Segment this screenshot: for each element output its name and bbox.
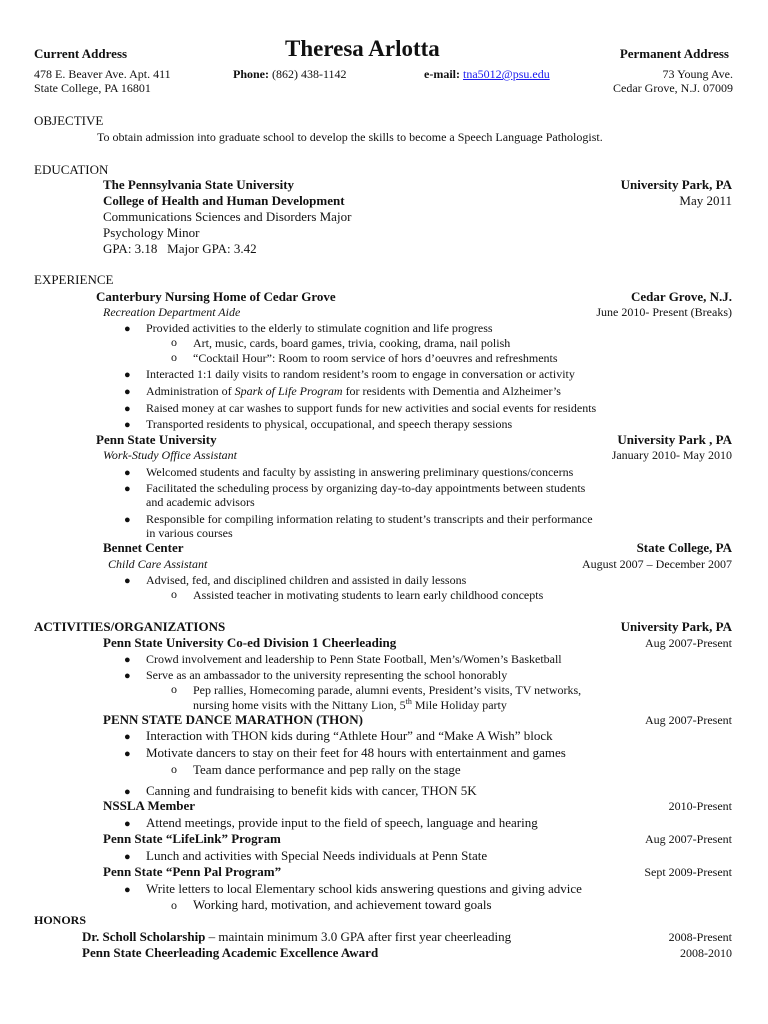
bullet-icon: ● — [124, 748, 131, 760]
bullet-icon: ● — [124, 670, 131, 682]
job-org: Penn State University — [96, 432, 217, 447]
objective-text: To obtain admission into graduate school to develop the skills to become a Speech Language Pathologist. — [97, 130, 603, 144]
list-item: Interacted 1:1 daily visits to random resident’s room to engage in conversation or activity — [146, 367, 575, 381]
activity-title: PENN STATE DANCE MARATHON (THON) — [103, 712, 364, 727]
phone-number: (862) 438-1142 — [272, 67, 347, 81]
bullet-icon: ● — [124, 323, 131, 335]
honor-item: Dr. Scholl Scholarship – maintain minimum 3.0 GPA after first year cheerleading — [82, 929, 512, 944]
list-item: Attend meetings, provide input to the field of speech, language and hearing — [146, 815, 538, 830]
phone-label: Phone: — [233, 67, 269, 81]
email-link[interactable]: tna5012@psu.edu — [462, 67, 550, 81]
list-item: Motivate dancers to stay on their feet for 48 hours with entertainment and games — [146, 745, 566, 760]
job-title: Recreation Department Aide — [103, 305, 241, 319]
honor-dates: 2008-2010 — [680, 946, 732, 960]
sub-bullet-icon: o — [171, 335, 177, 349]
honors-heading: HONORS — [34, 913, 87, 927]
sub-bullet-icon: o — [171, 898, 177, 912]
activity-title: NSSLA Member — [103, 798, 196, 813]
experience-heading: EXPERIENCE — [34, 272, 114, 287]
honor-item: Penn State Cheerleading Academic Excellence Award — [82, 945, 379, 960]
bullet-icon: ● — [124, 786, 131, 798]
list-subitem: Assisted teacher in motivating students to learn early childhood concepts — [193, 588, 544, 602]
bullet-icon: ● — [124, 386, 131, 398]
activities-heading: ACTIVITIES/ORGANIZATIONS — [34, 619, 226, 634]
list-subitem: “Cocktail Hour”: Room to room service of hors d’oeuvres and refreshments — [193, 351, 558, 365]
current-address-label: Current Address — [34, 46, 128, 61]
job-dates: August 2007 – December 2007 — [582, 557, 732, 571]
permanent-address-label: Permanent Address — [619, 46, 729, 61]
phone — [233, 67, 347, 82]
bullet-icon: ● — [124, 654, 131, 666]
bullet-icon: ● — [124, 884, 131, 896]
email-label: e-mail: — [424, 67, 460, 81]
activities-location: University Park, PA — [620, 619, 732, 634]
bullet-icon: ● — [124, 403, 131, 415]
list-subitem: Working hard, motivation, and achievement toward goals — [193, 897, 492, 912]
list-subitem: Team dance performance and pep rally on the stage — [193, 762, 461, 777]
list-item: Advised, fed, and disciplined children and assisted in daily lessons — [146, 573, 467, 587]
sub-bullet-icon: o — [171, 762, 177, 776]
school-location: University Park, PA — [620, 177, 732, 192]
school-name: The Pennsylvania State University — [103, 177, 295, 192]
page-title: Theresa Arlotta — [285, 36, 440, 61]
list-item: Crowd involvement and leadership to Penn State Football, Men’s/Women’s Basketball — [146, 652, 562, 666]
sub-bullet-icon: o — [171, 350, 177, 364]
job-location: University Park , PA — [617, 432, 732, 447]
activity-title: Penn State “Penn Pal Program” — [103, 864, 282, 879]
activity-dates: Aug 2007-Present — [645, 713, 732, 727]
list-item: Welcomed students and faculty by assisting in answering preliminary questions/concerns — [146, 465, 574, 479]
current-address-line2: State College, PA 16801 — [34, 81, 151, 95]
graduation-date: May 2011 — [679, 193, 732, 208]
list-subitem-continued: nursing home visits with the Nittany Lion, 5th Mile Holiday party — [193, 697, 507, 712]
honor-dates: 2008-Present — [668, 930, 732, 944]
bullet-icon: ● — [124, 575, 131, 587]
objective-heading: OBJECTIVE — [34, 113, 104, 128]
bullet-icon: ● — [124, 514, 131, 526]
bullet-icon: ● — [124, 467, 131, 479]
permanent-address-line2: Cedar Grove, N.J. 07009 — [613, 81, 733, 95]
list-item: Transported residents to physical, occupational, and speech therapy sessions — [146, 417, 513, 431]
gpa: GPA: 3.18 Major GPA: 3.42 — [103, 241, 257, 256]
activity-title: Penn State University Co-ed Division 1 Cheerleading — [103, 635, 397, 650]
activity-dates: Aug 2007-Present — [645, 832, 732, 846]
list-item: Write letters to local Elementary school kids answering questions and giving advice — [146, 881, 582, 896]
job-dates: January 2010- May 2010 — [611, 448, 732, 462]
sub-bullet-icon: o — [171, 587, 177, 601]
bullet-icon: ● — [124, 419, 131, 431]
list-item: Responsible for compiling information relating to student’s transcripts and their performance — [146, 512, 593, 526]
bullet-icon: ● — [124, 369, 131, 381]
job-location: Cedar Grove, N.J. — [631, 289, 732, 304]
job-location: State College, PA — [636, 540, 732, 555]
list-subitem: Pep rallies, Homecoming parade, alumni events, President’s visits, TV networks, — [193, 683, 582, 697]
list-item: Raised money at car washes to support funds for new activities and social events for residents — [146, 401, 597, 415]
education-heading: EDUCATION — [34, 162, 109, 177]
sub-bullet-icon: o — [171, 682, 177, 696]
current-address-line1: 478 E. Beaver Ave. Apt. 411 — [34, 67, 171, 81]
list-item: Administration of Spark of Life Program for residents with Dementia and Alzheimer’s — [146, 384, 561, 398]
list-item-continued: in various courses — [146, 526, 233, 540]
list-item-continued: and academic advisors — [146, 495, 255, 509]
list-item: Serve as an ambassador to the university representing the school honorably — [146, 668, 508, 682]
permanent-address-line1: 73 Young Ave. — [662, 67, 733, 81]
job-dates: June 2010- Present (Breaks) — [596, 305, 732, 319]
bullet-icon: ● — [124, 483, 131, 495]
list-item: Lunch and activities with Special Needs individuals at Penn State — [146, 848, 488, 863]
list-subitem: Art, music, cards, board games, trivia, cooking, drama, nail polish — [193, 336, 511, 350]
job-title: Work-Study Office Assistant — [103, 448, 237, 462]
activity-dates: 2010-Present — [668, 799, 732, 813]
activity-dates: Sept 2009-Present — [644, 865, 732, 879]
activity-title: Penn State “LifeLink” Program — [103, 831, 281, 846]
email — [424, 67, 550, 82]
college-name: College of Health and Human Development — [103, 193, 345, 208]
list-item: Facilitated the scheduling process by organizing day-to-day appointments between students — [146, 481, 586, 495]
bullet-icon: ● — [124, 851, 131, 863]
list-item: Provided activities to the elderly to stimulate cognition and life progress — [146, 321, 493, 335]
major: Communications Sciences and Disorders Major — [103, 209, 352, 224]
bullet-icon: ● — [124, 731, 131, 743]
job-title: Child Care Assistant — [108, 557, 208, 571]
job-org: Bennet Center — [103, 540, 184, 555]
bullet-icon: ● — [124, 818, 131, 830]
list-item: Canning and fundraising to benefit kids with cancer, THON 5K — [146, 783, 477, 798]
minor: Psychology Minor — [103, 225, 200, 240]
activity-dates: Aug 2007-Present — [645, 636, 732, 650]
job-org: Canterbury Nursing Home of Cedar Grove — [96, 289, 336, 304]
list-item: Interaction with THON kids during “Athlete Hour” and “Make A Wish” block — [146, 728, 553, 743]
